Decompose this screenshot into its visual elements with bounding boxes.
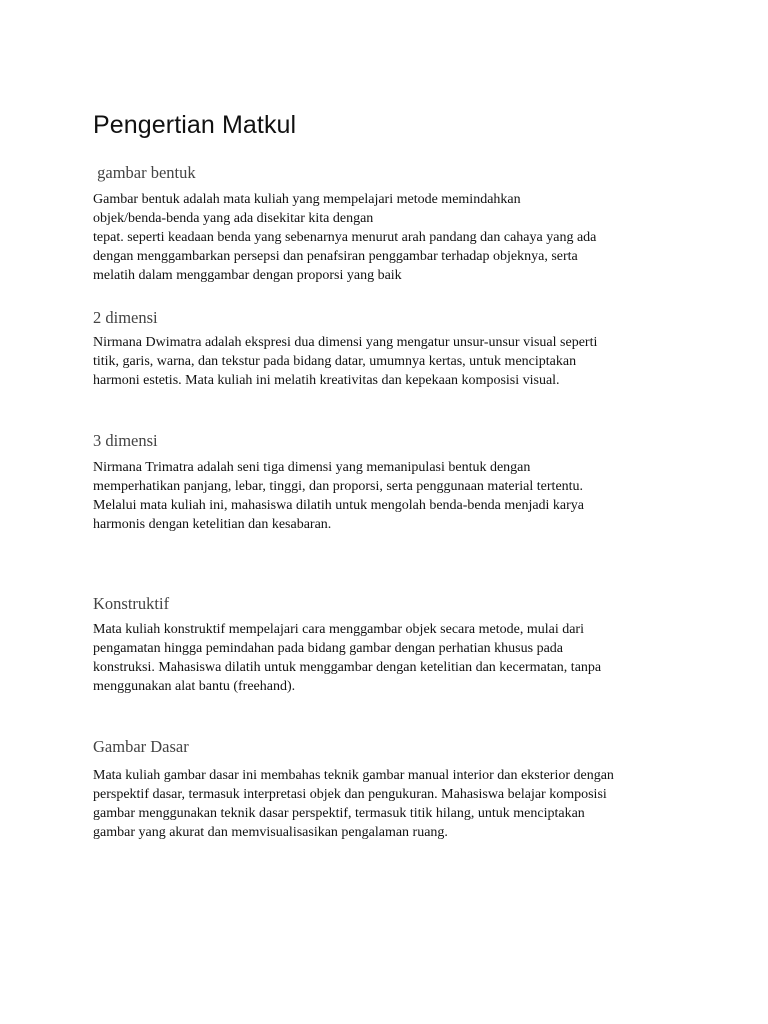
section-gambar-dasar — [93, 737, 683, 842]
body-line: memperhatikan panjang, lebar, tinggi, dan proporsi, serta penggunaan material tertentu. — [93, 479, 584, 494]
body-line: Nirmana Trimatra adalah seni tiga dimensi yang memanipulasi bentuk dengan — [93, 460, 531, 475]
body-line: objek/benda-benda yang ada disekitar kita dengan — [93, 211, 374, 226]
section-heading: gambar bentuk — [93, 163, 196, 182]
section-heading: Gambar Dasar — [93, 737, 189, 756]
section-body — [93, 458, 683, 534]
body-line: tepat. seperti keadaan benda yang sebenarnya menurut arah pandang dan cahaya yang ada — [93, 230, 597, 245]
body-line: titik, garis, warna, dan tekstur pada bidang datar, umumnya kertas, untuk menciptakan — [93, 354, 577, 369]
body-line: Mata kuliah gambar dasar ini membahas teknik gambar manual interior dan eksterior dengan — [93, 768, 614, 783]
body-line: melatih dalam menggambar dengan proporsi yang baik — [93, 268, 402, 283]
body-line: dengan menggambarkan persepsi dan penafsiran penggambar terhadap objeknya, serta — [93, 249, 578, 264]
section-gambar-bentuk — [93, 163, 683, 285]
body-line: pengamatan hingga pemindahan pada bidang gambar dengan perhatian khusus pada — [93, 641, 564, 656]
section-2-dimensi — [93, 308, 683, 390]
body-line: gambar menggunakan teknik dasar perspektif, termasuk titik hilang, untuk menciptakan — [93, 806, 585, 821]
section-heading: 3 dimensi — [93, 431, 158, 450]
page-title: Pengertian Matkul — [93, 111, 297, 139]
section-body — [93, 333, 683, 390]
body-line: harmoni estetis. Mata kuliah ini melatih kreativitas dan kepekaan komposisi visual. — [93, 373, 560, 388]
section-body — [93, 620, 683, 696]
section-3-dimensi — [93, 431, 683, 534]
body-line: Gambar bentuk adalah mata kuliah yang mempelajari metode memindahkan — [93, 192, 521, 207]
body-line: menggunakan alat bantu (freehand). — [93, 679, 296, 694]
body-line: perspektif dasar, termasuk interpretasi objek dan pengukuran. Mahasiswa belajar komposisi — [93, 787, 607, 802]
section-body — [93, 766, 683, 842]
section-heading: Konstruktif — [93, 594, 170, 613]
section-konstruktif — [93, 594, 683, 696]
section-body — [93, 190, 683, 285]
section-heading: 2 dimensi — [93, 308, 158, 327]
body-line: Nirmana Dwimatra adalah ekspresi dua dimensi yang mengatur unsur-unsur visual seperti — [93, 335, 598, 350]
body-line: harmonis dengan ketelitian dan kesabaran. — [93, 517, 332, 532]
body-line: konstruksi. Mahasiswa dilatih untuk menggambar dengan ketelitian dan kecermatan, tanpa — [93, 660, 602, 675]
body-line: Mata kuliah konstruktif mempelajari cara menggambar objek secara metode, mulai dari — [93, 622, 584, 637]
body-line: gambar yang akurat dan memvisualisasikan pengalaman ruang. — [93, 825, 448, 840]
body-line: Melalui mata kuliah ini, mahasiswa dilatih untuk mengolah benda-benda menjadi karya — [93, 498, 585, 513]
